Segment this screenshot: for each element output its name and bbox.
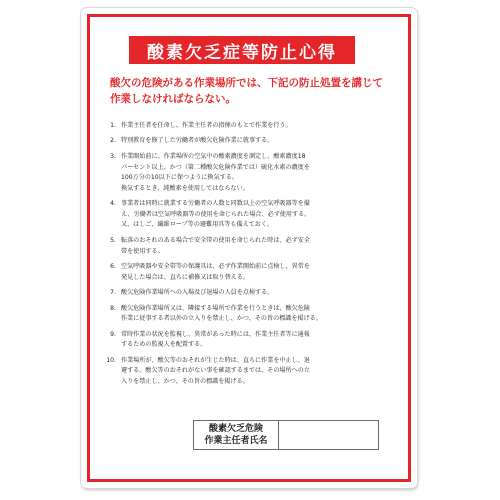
rule-number: 3.: [110, 152, 116, 160]
rule-number: 5.: [110, 236, 116, 244]
intro-line: 酸欠の危険がある作業場所では、下記の防止処置を講じて: [110, 77, 383, 89]
rule-item: [106, 152, 396, 194]
rule-item: [106, 199, 396, 231]
rule-line: 事業者は同時に就業する労働者の人数と同数以上の空気呼吸器等を備: [121, 200, 310, 208]
rule-line: え、労働者は空気呼吸器等の使用を命じられた場合、必ず使用する。: [121, 210, 311, 218]
supervisor-name-label: [194, 421, 279, 449]
rule-number: 9.: [110, 330, 116, 338]
rule-item: [106, 236, 396, 257]
safety-sign-board: [81, 8, 417, 488]
rule-line: 作業に従事する者以外の立入りを禁止し、かつ、その旨の標識を掲げる。: [121, 315, 322, 323]
rule-line: 酸欠危険作業場所への入場及び退場の人員を点検する。: [121, 289, 274, 297]
label-line: 酸素欠乏危険: [208, 424, 263, 434]
rule-line: 作業場所が、酸欠等のおそれが生じた時は、直ちに作業を中止し、退: [121, 356, 310, 364]
rule-line: 作業主任者を任命し、作業主任者の指揮のもとで作業を行う。: [121, 122, 292, 129]
rule-line: 100万分の10以下に保つように換気する。: [121, 174, 238, 182]
supervisor-name-box: [193, 420, 379, 450]
rule-line: 特別教育を修了した労働者が酸欠危険作業に就事する。: [121, 137, 274, 145]
rule-item: [106, 121, 396, 132]
rule-line: 入りを禁止し、かつ、その旨の標識を掲げる。: [121, 377, 249, 385]
rule-line: 帯を使用する。: [121, 247, 164, 255]
rule-line: 避する。酸欠等のおそれがない事を確認するまでは、その場所への立: [121, 367, 310, 375]
rule-number: 2.: [110, 137, 116, 145]
rule-item: [106, 304, 396, 325]
rule-item: [106, 330, 396, 351]
rule-item: [106, 288, 396, 299]
rule-item: [106, 136, 396, 147]
intro-text: [110, 75, 392, 107]
rule-line: 作業開始前に、作業場所の空気中の酸素濃度を測定し、酸素濃度18: [121, 152, 306, 160]
rule-line: パーセント以上、かつ（第二種酸欠危険作業では）硫化水素の濃度を: [121, 163, 310, 171]
supervisor-name-field: [279, 421, 378, 449]
rule-line: 酸欠危険作業場所又は、隣接する場所で作業を行うときは、酸欠危険: [121, 304, 310, 312]
sign-title: 酸素欠乏症等防止心得: [129, 36, 355, 64]
rule-line: 転落のおそれのある場合で安全帯の使用を命じられた時は、必ず安全: [121, 236, 310, 244]
rule-item: [106, 262, 396, 283]
rules-list: [106, 121, 396, 392]
rule-line: 空気呼吸器や安全帯等の保護具は、必ず作業開始前に点検し、異常を: [121, 262, 310, 270]
rule-line: 常時作業の状況を監視し、異常があった時には、作業主任者等に通報: [121, 330, 310, 338]
rule-number: 7.: [110, 289, 116, 297]
label-line: 作業主任者氏名: [204, 436, 268, 446]
intro-line: 作業しなければならない。: [110, 93, 236, 105]
rule-line: するための監視人を配置する。: [121, 341, 207, 349]
rule-number: 10.: [106, 356, 116, 364]
rule-line: 発見した場合は、直ちに補修又は取り替える。: [121, 273, 249, 281]
rule-line: 又、はしご、繊維ロープ等の避難用具等も備えておく。: [121, 221, 273, 229]
rule-number: 6.: [110, 262, 116, 270]
rule-number: 8.: [110, 304, 116, 312]
rule-number: 1.: [110, 122, 116, 129]
rule-line: 換気するとき、純酸素を使用してはならない。: [121, 184, 249, 192]
rule-item: [106, 356, 396, 388]
rule-number: 4.: [110, 200, 116, 208]
